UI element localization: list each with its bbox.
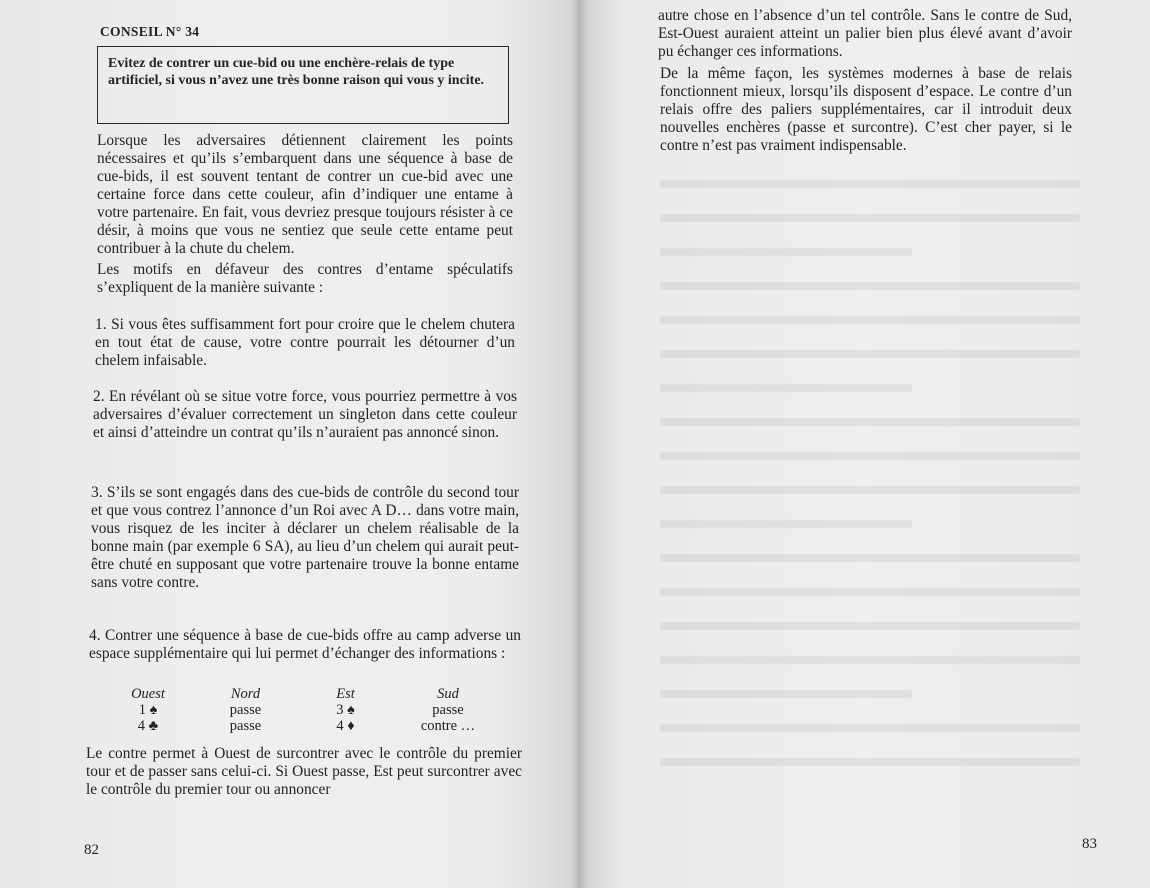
bid-cell: 3 ♠	[336, 702, 355, 718]
bid-cell: passe	[432, 702, 464, 718]
paragraph-conclusion: Le contre permet à Ouest de surcontrer avec le contrôle du premier tour et de passer sans celui-ci. Si Ouest passe, Est peut surcontrer avec le contrôle du premier tour ou annoncer	[86, 745, 522, 798]
paragraph-point-2: 2. En révélant où se situe votre force, vous pourriez permettre à vos adversaires d’évaluer correctement un singleton dans cette couleur et ainsi d’atteindre un contrat qu’ils n’auraient pas annoncé sinon.	[93, 388, 517, 441]
bidding-header-nord: Nord	[230, 686, 261, 702]
paragraph-point-1: 1. Si vous êtes suffisamment fort pour croire que le chelem chutera en tout état de cause, votre contre pourrait les détourner d’un chelem infaisable.	[95, 316, 515, 369]
bid-cell: 1 ♠	[138, 702, 158, 718]
paragraph-motifs: Les motifs en défaveur des contres d’entame spéculatifs s’expliquent de la manière suivante :	[97, 261, 513, 296]
bidding-header-row	[108, 686, 508, 702]
bidding-header-est: Est	[336, 686, 355, 702]
page-number-right: 83	[1082, 836, 1097, 852]
paragraph-relais: De la même façon, les systèmes modernes à base de relais fonctionnent mieux, lorsqu’ils disposent d’espace. Le contre d’un relais offre des paliers supplémentaires, car il introduit deux nouvelles enchères (passe et surcontre). C’est cher payer, si le contre n’est pas vraiment indispensable.	[660, 65, 1072, 154]
bid-cell: passe	[229, 702, 262, 718]
bidding-table	[108, 686, 508, 734]
bid-cell: 4 ♦	[336, 718, 355, 734]
page-number-left: 82	[84, 842, 99, 858]
tip-rule-box: Evitez de contrer un cue-bid ou une enchère-relais de type artificiel, si vous n’avez une très bonne raison qui vous y incite.	[97, 46, 509, 124]
paragraph-intro: Lorsque les adversaires détiennent clairement les points nécessaires et qu’ils s’embarquent dans une séquence à base de cue-bids, il est souvent tentant de contrer un cue-bid avec une certaine force dans cette couleur, afin d’indiquer une entame à votre partenaire. En fait, vous devriez presque toujours résister à ce désir, à moins que vous ne sentiez que seule cette entame peut contribuer à la chute du chelem.	[97, 132, 513, 257]
book-gutter	[570, 0, 588, 888]
tip-heading: CONSEIL N° 34	[100, 24, 200, 39]
bidding-header-ouest: Ouest	[131, 686, 165, 702]
bid-cell: contre …	[420, 718, 476, 734]
bid-cell: 4 ♣	[137, 718, 159, 734]
bleed-through-texture	[660, 160, 1080, 780]
bidding-row	[108, 702, 508, 718]
bid-cell: passe	[229, 718, 262, 734]
right-page	[578, 0, 1150, 888]
bidding-row	[108, 718, 508, 734]
bidding-header-sud: Sud	[437, 686, 459, 702]
paragraph-continuation: autre chose en l’absence d’un tel contrôle. Sans le contre de Sud, Est-Ouest auraient atteint un palier bien plus élevé avant d’avoir pu échanger ces informations.	[658, 7, 1072, 60]
paragraph-point-3: 3. S’ils se sont engagés dans des cue-bids de contrôle du second tour et que vous contrez l’annonce d’un Roi avec A D… dans votre main, vous risquez de les inciter à déclarer un chelem réalisable de la bonne main (par exemple 6 SA), au lieu d’un chelem qui aurait peut-être chuté en supposant que votre partenaire trouve la bonne entame sans votre contre.	[91, 484, 519, 591]
paragraph-point-4: 4. Contrer une séquence à base de cue-bids offre au camp adverse un espace supplémentaire qui lui permet d’échanger des informations :	[89, 627, 521, 662]
